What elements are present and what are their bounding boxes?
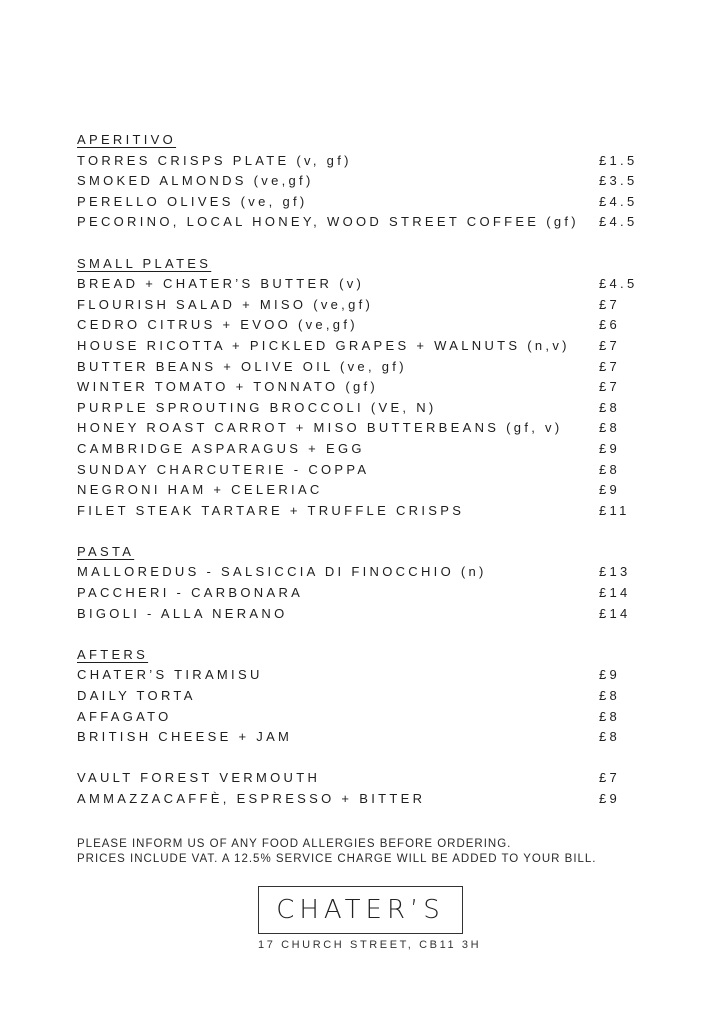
menu-item: [77, 768, 639, 789]
section-title: APERITIVO: [77, 132, 177, 147]
menu-item: [77, 501, 639, 522]
item-price: £4.5: [599, 214, 638, 230]
item-price: £8: [599, 420, 621, 436]
section-small-plates: [77, 254, 639, 522]
item-price: £9: [599, 791, 621, 806]
section-digestifs: [77, 768, 639, 809]
item-name: BREAD + CHATER’S BUTTER (v): [77, 276, 365, 292]
menu-item: [77, 707, 639, 728]
item-price: £13: [599, 564, 631, 580]
item-price: £4.5: [599, 193, 638, 209]
item-price: £7: [599, 296, 621, 312]
item-price: £8: [599, 729, 621, 745]
item-name: PECORINO, LOCAL HONEY, WOOD STREET COFFEE (gf): [77, 214, 579, 230]
spacer: [77, 233, 639, 254]
menu-item: [77, 295, 639, 316]
item-name: HOUSE RICOTTA + PICKLED GRAPES + WALNUTS (n,v): [77, 337, 570, 353]
menu-item: [77, 315, 639, 336]
menu-item: [77, 460, 639, 481]
menu-item: [77, 789, 639, 810]
spacer: [77, 624, 639, 645]
item-name: VAULT FOREST VERMOUTH: [77, 770, 321, 786]
item-name: PURPLE SPROUTING BROCCOLI (VE, N): [77, 399, 437, 415]
item-price: £6: [599, 317, 621, 333]
item-price: £8: [599, 688, 621, 704]
item-name: BIGOLI - ALLA NERANO: [77, 605, 288, 621]
item-price: £7: [599, 770, 621, 786]
item-name: WINTER TOMATO + TONNATO (gf): [77, 379, 379, 395]
item-price: £7: [599, 358, 621, 374]
item-name: NEGRONI HAM + CELERIAC: [77, 482, 323, 498]
item-price: £8: [599, 708, 621, 724]
menu-item: [77, 439, 639, 460]
menu-item: [77, 418, 639, 439]
menu: [77, 130, 639, 810]
logo: [258, 886, 463, 934]
section-title: AFTERS: [77, 646, 149, 662]
item-name: BRITISH CHEESE + JAM: [77, 729, 293, 745]
item-name: SMOKED ALMONDS (ve,gf): [77, 173, 314, 189]
item-name: PERELLO OLIVES (ve, gf): [77, 193, 308, 209]
menu-item: [77, 151, 639, 172]
item-name: FLOURISH SALAD + MISO (ve,gf): [77, 296, 374, 312]
allergy-note: PLEASE INFORM US OF ANY FOOD ALLERGIES BEFORE ORDERING.: [77, 838, 512, 850]
item-name: BUTTER BEANS + OLIVE OIL (ve, gf): [77, 358, 407, 374]
menu-item: [77, 171, 639, 192]
item-name: MALLOREDUS - SALSICCIA DI FINOCCHIO (n): [77, 564, 487, 580]
section-title: PASTA: [77, 543, 135, 559]
menu-item: [77, 398, 639, 419]
item-price: £11: [599, 502, 630, 518]
item-price: £14: [599, 585, 631, 601]
menu-item: [77, 583, 639, 604]
item-name: SUNDAY CHARCUTERIE - COPPA: [77, 461, 370, 477]
item-price: £9: [599, 440, 621, 456]
menu-item: [77, 192, 639, 213]
item-name: FILET STEAK TARTARE + TRUFFLE CRISPS: [77, 502, 465, 518]
item-name: AFFAGATO: [77, 708, 172, 724]
item-name: CHATER’S TIRAMISU: [77, 667, 263, 683]
spacer: [77, 748, 639, 769]
item-price: £7: [599, 379, 621, 395]
menu-item: [77, 604, 639, 625]
item-price: £9: [599, 482, 621, 498]
item-price: £8: [599, 399, 621, 415]
menu-item: [77, 212, 639, 233]
menu-item: [77, 336, 639, 357]
item-name: AMMAZZACAFFÈ, ESPRESSO + BITTER: [77, 791, 426, 806]
section-afters: [77, 645, 639, 748]
item-name: HONEY ROAST CARROT + MISO BUTTERBEANS (gf, v): [77, 420, 563, 436]
item-price: £4.5: [599, 276, 638, 292]
section-pasta: [77, 542, 639, 624]
item-name: PACCHERI - CARBONARA: [77, 585, 304, 601]
section-title: SMALL PLATES: [77, 255, 212, 271]
menu-item: [77, 727, 639, 748]
item-price: £1.5: [599, 152, 638, 168]
item-price: £14: [599, 605, 631, 621]
spacer: [77, 521, 639, 542]
item-price: £3.5: [599, 173, 638, 189]
logo-text: CHATER’S: [276, 895, 445, 925]
item-price: £7: [599, 337, 621, 353]
menu-item: [77, 686, 639, 707]
menu-item: [77, 665, 639, 686]
menu-item: [77, 480, 639, 501]
menu-item: [77, 357, 639, 378]
item-price: £9: [599, 667, 621, 683]
vat-note: PRICES INCLUDE VAT. A 12.5% SERVICE CHARGE WILL BE ADDED TO YOUR BILL.: [77, 853, 597, 865]
menu-item: [77, 377, 639, 398]
item-name: TORRES CRISPS PLATE (v, gf): [77, 152, 352, 168]
item-price: £8: [599, 461, 621, 477]
footer-notes: [77, 837, 597, 867]
section-aperitivo: [77, 130, 639, 233]
menu-item: [77, 274, 639, 295]
menu-item: [77, 562, 639, 583]
item-name: CEDRO CITRUS + EVOO (ve,gf): [77, 317, 358, 333]
item-name: CAMBRIDGE ASPARAGUS + EGG: [77, 440, 365, 456]
address: 17 CHURCH STREET, CB11 3H: [258, 939, 482, 951]
item-name: DAILY TORTA: [77, 688, 196, 704]
